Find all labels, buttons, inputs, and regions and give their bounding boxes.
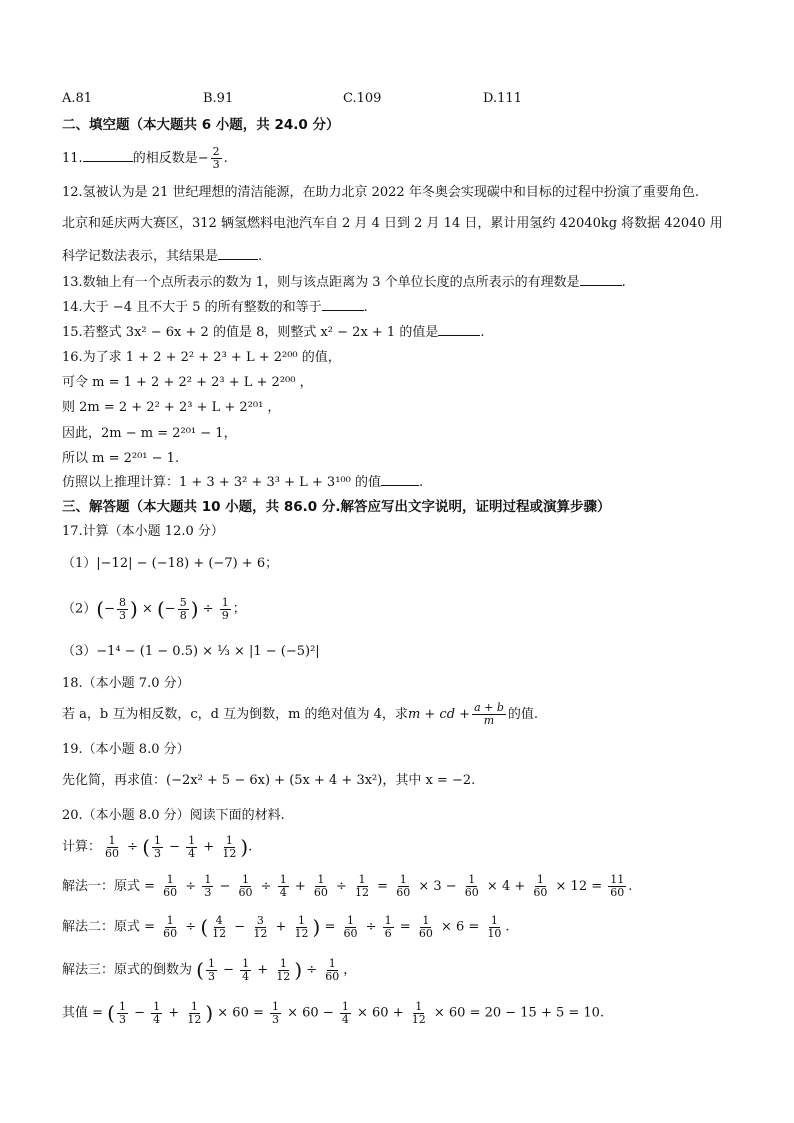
- q18-text-b: 的值.: [507, 707, 539, 722]
- question-16-line-3: 则 2m = 2 + 2² + 2³ + L + 2²⁰¹ ，: [62, 400, 281, 415]
- q15-text: 15.若整式 3x² − 6x + 2 的值是 8，则整式 x² − 2x + 1 的值是: [62, 325, 439, 340]
- answer-blank: [83, 149, 133, 162]
- question-17-part-2: （2）(− $\frac{8}{3}$ ) × (− $\frac{5}{8}$ ) ÷ $\frac{1}{9}$ ；: [62, 595, 246, 622]
- question-17-part-1: （1）|−12| − (−18) + (−7) + 6；: [62, 556, 279, 571]
- question-19-text: 先化简，再求值：(−2x² + 5 − 6x) + (5x + 4 + 3x²)，其中 x = −2.: [62, 773, 476, 788]
- q17-part-2-label: （2）: [62, 601, 97, 617]
- q17-part-2-end: ；: [232, 601, 246, 617]
- q11-end: .: [223, 151, 228, 166]
- q11-frac-num: 2: [212, 145, 220, 158]
- answer-blank: [218, 247, 258, 260]
- q18-frac-den: m: [483, 714, 495, 727]
- answer-blank: [580, 273, 622, 286]
- question-12-line-1: 12.氢被认为是 21 世纪理想的清洁能源，在助力北京 2022 年冬奥会实现碳中和目标的过程中扮演了重要角色.: [62, 185, 699, 200]
- q11-prefix: 11.: [62, 151, 83, 166]
- q18-frac-num: a + b: [474, 701, 504, 714]
- q16-end: .: [418, 475, 424, 490]
- question-20-method-2: 解法二：原式 = $\frac{1}{60}$ ÷ ( $\frac{4}{12}$ − $\frac{3}{12}$ + $\frac{1}{12}$ ) = $\frac{1}{60}$ ÷ $\frac{1}{6}$ = $\frac{1}{60}$ × 6 = $\frac{1}{10}$ .: [62, 913, 510, 940]
- question-16-line-6: [62, 473, 423, 492]
- question-17-part-3: （3）−1⁴ − (1 − 0.5) × ⅓ × |1 − (−5)²|: [62, 644, 320, 659]
- question-20-method-1: 解法一：原式 = $\frac{1}{60}$ ÷ $\frac{1}{3}$ − $\frac{1}{60}$ ÷ $\frac{1}{4}$ + $\frac{1}{60}$ ÷ $\frac{1}{12}$ = $\frac{1}{60}$ × 3 − $\frac{1}{60}$ × 4 + $\frac{1}{60}$ × 12 = $\frac{11}{60}$ .: [62, 873, 633, 899]
- q20-value-tail: = 20 − 15 + 5 = 10.: [469, 1005, 605, 1021]
- q20-method-2-label: 解法二：原式 =: [62, 919, 156, 935]
- q14-text: 14.大于 −4 且不大于 5 的所有整数的和等于: [62, 300, 322, 315]
- option-a: A.81: [62, 91, 93, 106]
- question-18-text: [62, 700, 538, 730]
- q15-end: .: [480, 325, 485, 340]
- answer-blank: [381, 473, 419, 486]
- question-20-method-3: 解法三：原式的倒数为 ( $\frac{1}{3}$ − $\frac{1}{4}$ + $\frac{1}{12}$ ) ÷ $\frac{1}{60}$ ，: [62, 956, 357, 983]
- answer-blank: [438, 323, 480, 336]
- answer-blank: [322, 298, 364, 311]
- question-18-title: 18.（本小题 7.0 分）: [62, 676, 190, 691]
- q13-text: 13.数轴上有一个点所表示的数为 1，则与该点距离为 3 个单位长度的点所表示的有理数是: [62, 275, 580, 290]
- question-13: [62, 273, 626, 292]
- question-16-line-4: 因此，2m − m = 2²⁰¹ − 1，: [62, 426, 237, 441]
- question-20-calc: 计算： $\frac{1}{60}$ ÷ ( $\frac{1}{3}$ − $\frac{1}{4}$ + $\frac{1}{12}$ ).: [62, 833, 253, 860]
- question-16-line-5: 所以 m = 2²⁰¹ − 1.: [62, 451, 180, 466]
- q20-calc-label: 计算：: [62, 839, 102, 855]
- section-3-heading: 三、解答题（本大题共 10 小题，共 86.0 分.解答应写出文字说明，证明过程或演算步骤）: [62, 499, 611, 515]
- question-19-title: 19.（本小题 8.0 分）: [62, 742, 190, 757]
- question-16-line-1: 16.为了求 1 + 2 + 2² + 2³ + L + 2²⁰⁰ 的值，: [62, 350, 341, 365]
- q11-text: 的相反数是: [132, 151, 198, 166]
- option-d: D.111: [483, 91, 522, 106]
- q20-value-label: 其值 =: [62, 1005, 104, 1021]
- question-12-line-2: 北京和延庆两大赛区，312 辆氢燃料电池汽车自 2 月 4 日到 2 月 14 日，累计用氢约 42040kg 将数据 42040 用: [62, 216, 723, 231]
- option-b: B.91: [203, 91, 234, 106]
- question-11: [62, 146, 228, 171]
- question-20-method-3-value: 其值 = ( $\frac{1}{3}$ − $\frac{1}{4}$ + $\frac{1}{12}$ ) × 60 = $\frac{1}{3}$ × 60 − $\frac{1}{4}$ × 60 + $\frac{1}{12}$ × 60 = 20 − 15 + 5 = 10.: [62, 999, 605, 1026]
- q12-line-3-text: 科学记数法表示，其结果是: [62, 249, 219, 264]
- q11-fraction: [211, 146, 222, 171]
- question-15: [62, 323, 484, 342]
- q14-end: .: [363, 300, 368, 315]
- question-14: [62, 298, 368, 317]
- q12-end: .: [258, 249, 263, 264]
- option-c: C.109: [343, 91, 382, 106]
- question-17-title: 17.计算（本小题 12.0 分）: [62, 524, 224, 539]
- question-16-line-2: 可令 m = 1 + 2 + 2² + 2³ + L + 2²⁰⁰ ，: [62, 375, 313, 390]
- q20-method-1-label: 解法一：原式 =: [62, 879, 156, 894]
- q13-end: .: [621, 275, 626, 290]
- question-20-title: 20.（本小题 8.0 分）阅读下面的材料.: [62, 808, 285, 823]
- q11-frac-den: 3: [212, 158, 220, 171]
- q16-line-6-text: 仿照以上推理计算：1 + 3 + 3² + 3³ + L + 3¹⁰⁰ 的值: [62, 475, 381, 490]
- q18-fraction: [472, 702, 506, 727]
- q18-expr: m + cd +: [407, 707, 471, 722]
- section-2-heading: 二、填空题（本大题共 6 小题，共 24.0 分）: [62, 117, 340, 133]
- question-12-line-3: [62, 247, 262, 266]
- q11-sign: −: [197, 151, 209, 166]
- q20-method-3-label: 解法三：原式的倒数为: [62, 962, 193, 978]
- q18-text-a: 若 a，b 互为相反数，c，d 互为倒数，m 的绝对值为 4，求: [62, 707, 408, 722]
